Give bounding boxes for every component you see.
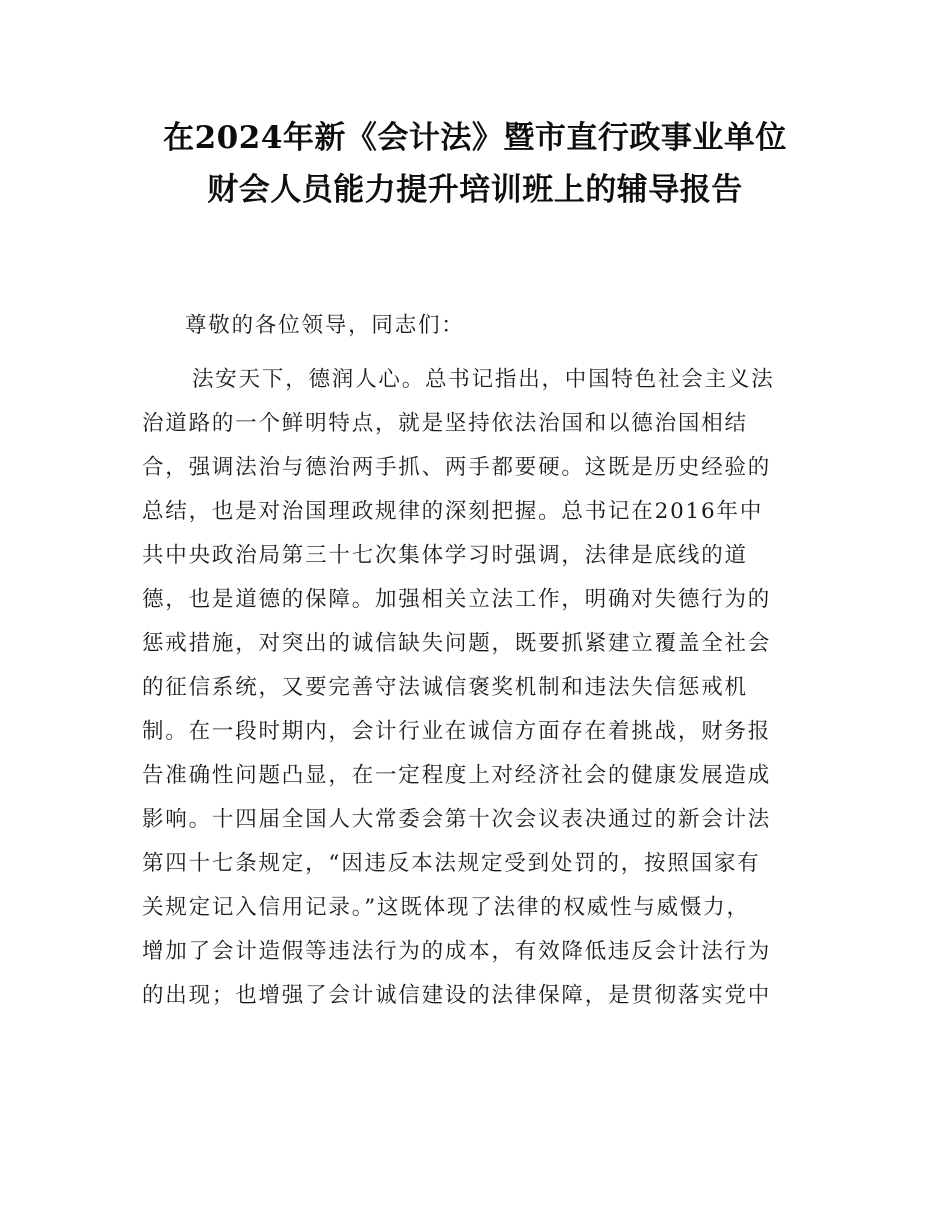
- paragraph-line: 德，也是道德的保障。加强相关立法工作，明确对失德行为的: [142, 587, 772, 612]
- paragraph-line: 增加了会计造假等违法行为的成本，有效降低违反会计法行为: [142, 939, 772, 964]
- title-line: 在2024年新《会计法》暨市直行政事业单位: [163, 120, 787, 156]
- title-line: 财会人员能力提升培训班上的辅导报告: [207, 172, 743, 208]
- document-title: [120, 112, 830, 216]
- paragraph-line: 法安天下，德润人心。总书记指出，中国特色社会主义法: [192, 367, 775, 392]
- paragraph-line: 制。在一段时期内，会计行业在诚信方面存在着挑战，财务报: [142, 719, 772, 744]
- paragraph-line: 共中央政治局第三十七次集体学习时强调，法律是底线的道: [142, 543, 748, 568]
- document-body: [142, 304, 812, 1018]
- paragraph-line: 总结，也是对治国理政规律的深刻把握。总书记在2016年中: [142, 499, 764, 524]
- paragraph-line: 治道路的一个鲜明特点，就是坚持依法治国和以德治国相结: [142, 411, 748, 436]
- paragraph-line: 告准确性问题凸显，在一定程度上对经济社会的健康发展造成: [142, 763, 772, 788]
- paragraph-line: 影响。十四届全国人大常委会第十次会议表决通过的新会计法: [142, 807, 772, 832]
- paragraph: [142, 358, 812, 1018]
- paragraph-line: 惩戒措施，对突出的诚信缺失问题，既要抓紧建立覆盖全社会: [142, 631, 772, 656]
- paragraph-line: 的出现；也增强了会计诚信建设的法律保障，是贯彻落实党中: [142, 983, 772, 1008]
- paragraph-line: 的征信系统，又要完善守法诚信褒奖机制和违法失信惩戒机: [142, 675, 748, 700]
- paragraph-line: 关规定记入信用记录。”这既体现了法律的权威性与威慑力，: [142, 895, 750, 920]
- paragraph-line: 合，强调法治与德治两手抓、两手都要硬。这既是历史经验的: [142, 455, 772, 480]
- paragraph-line: 第四十七条规定，“因违反本法规定受到处罚的，按照国家有: [142, 851, 761, 876]
- salutation: 尊敬的各位领导，同志们：: [185, 313, 465, 338]
